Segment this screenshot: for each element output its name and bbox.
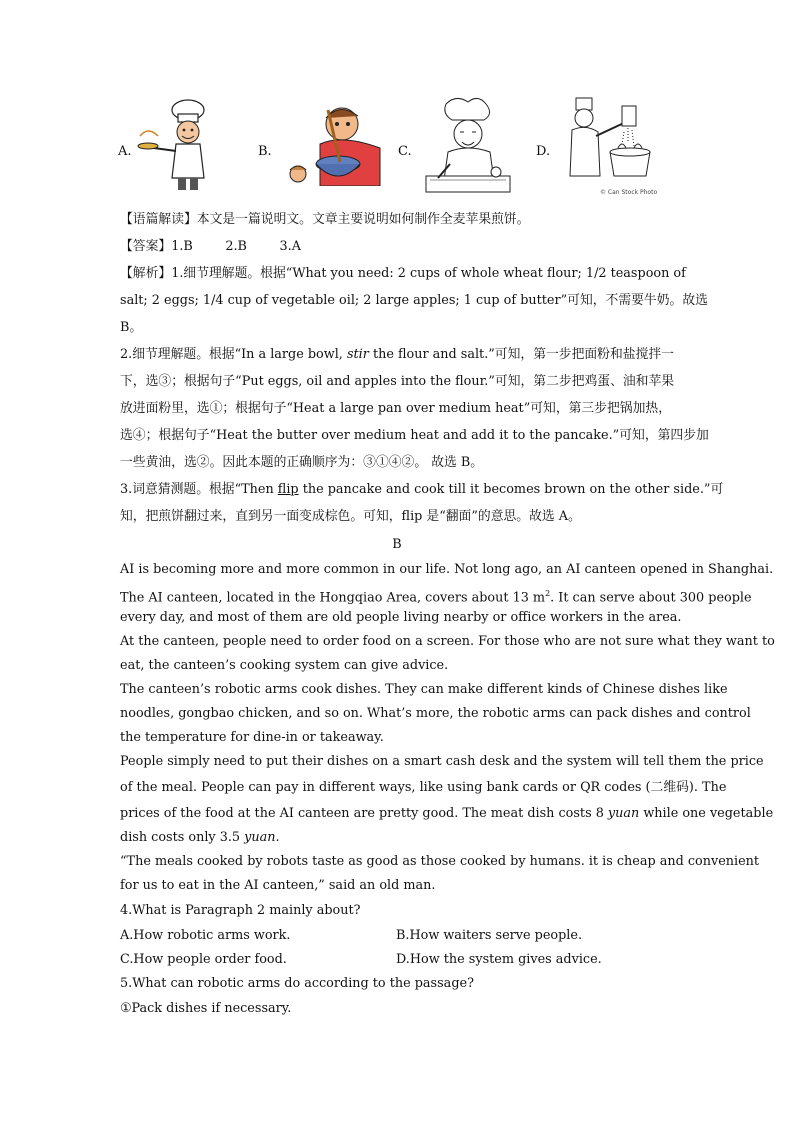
- question-4-option-b: B.How waiters serve people.: [396, 928, 583, 943]
- option-b-label: B.: [258, 144, 272, 159]
- person-stirring-bowl-icon: [280, 96, 390, 186]
- question-4-option-c: C.How people order food.: [120, 952, 287, 967]
- text-line: 下，选③；根据句子“Put eggs, oil and apples into the flour.”可知，第二步把鸡蛋、油和苹果: [120, 374, 675, 389]
- text-segment: 2.细节理解题。根据“In a large bowl,: [120, 347, 347, 362]
- passage-line: eat, the canteen’s cooking system can give advice.: [120, 658, 449, 673]
- question-4-option-d: D.How the system gives advice.: [396, 952, 602, 967]
- passage-line: “The meals cooked by robots taste as good as those cooked by humans. it is cheap and convenient: [120, 854, 760, 869]
- text-segment: the flour and salt.”可知，第一步把面粉和盐搅拌一: [368, 347, 674, 362]
- text-segment: dish costs only 3.5: [120, 830, 245, 845]
- text-line: 【语篇解读】本文是一篇说明文。文章主要说明如何制作全麦苹果煎饼。: [120, 212, 530, 227]
- passage-line: AI is becoming more and more common in our life. Not long ago, an AI canteen opened in Shanghai.: [120, 562, 774, 577]
- watermark-text: © Can Stock Photo: [600, 189, 658, 196]
- passage-line: of the meal. People can pay in different ways, like using bank cards or QR codes (二维码). The: [120, 780, 727, 795]
- text-line: [120, 346, 674, 364]
- chef-cooking-pot-icon: [556, 96, 670, 196]
- passage-line: At the canteen, people need to order food on a screen. For those who are not sure what they want to: [120, 634, 775, 649]
- passage-line: noodles, gongbao chicken, and so on. What’s more, the robotic arms can pack dishes and control: [120, 706, 751, 721]
- option-b-image: [258, 96, 388, 196]
- option-d-image: [536, 96, 676, 196]
- text-line: 【解析】1.细节理解题。根据“What you need: 2 cups of whole wheat flour; 1/2 teaspoon of: [120, 266, 686, 281]
- passage-line: The canteen’s robotic arms cook dishes. They can make different kinds of Chinese dishes like: [120, 682, 728, 697]
- passage-line: every day, and most of them are old people living nearby or office workers in the area.: [120, 610, 682, 625]
- text-line: 知，把煎饼翻过来，直到另一面变成棕色。可知，flip 是“翻面”的意思。故选 A。: [120, 509, 581, 524]
- option-d-label: D.: [536, 144, 551, 159]
- text-segment: while one vegetable: [639, 806, 774, 821]
- text-segment: . It can serve about 300 people: [550, 590, 752, 606]
- chef-flipping-pancake-icon: [136, 96, 226, 196]
- text-segment: 3.词意猜测题。根据“Then: [120, 482, 278, 497]
- text-line: [120, 481, 723, 499]
- text-underline: flip: [277, 482, 299, 497]
- passage-line: for us to eat in the AI canteen,” said an old man.: [120, 878, 436, 893]
- question-4-option-a: A.How robotic arms work.: [120, 928, 291, 943]
- text-italic: stir: [346, 347, 369, 362]
- text-segment: The AI canteen, located in the Hongqiao Area, covers about 13 m: [120, 590, 546, 606]
- option-a-image: [118, 96, 228, 196]
- illustration-options: [118, 96, 678, 196]
- passage-line: [120, 805, 773, 823]
- text-italic: yuan: [607, 806, 640, 821]
- chef-chopping-icon: [416, 96, 526, 196]
- text-line: 一些黄油，选②。因此本题的正确顺序为：③①④②。 故选 B。: [120, 455, 484, 470]
- passage-line: [120, 829, 280, 847]
- superscript: 2: [545, 589, 551, 598]
- text-line: 放进面粉里，选①；根据句子“Heat a large pan over medium heat”可知，第三步把锅加热，: [120, 401, 671, 416]
- text-line: salt; 2 eggs; 1/4 cup of vegetable oil; 2 large apples; 1 cup of butter”可知，不需要牛奶。故选: [120, 293, 708, 308]
- text-segment: .: [275, 830, 280, 845]
- option-c-label: C.: [398, 144, 412, 159]
- question-5-item-1: ①Pack dishes if necessary.: [120, 1001, 292, 1016]
- option-c-image: [398, 96, 538, 196]
- text-line: 选④；根据句子“Heat the butter over medium heat and add it to the pancake.”可知，第四步加: [120, 428, 709, 443]
- option-a-label: A.: [118, 144, 132, 159]
- passage-line: the temperature for dine-in or takeaway.: [120, 730, 384, 745]
- text-segment: prices of the food at the AI canteen are pretty good. The meat dish costs 8: [120, 806, 608, 821]
- text-segment: the pancake and cook till it becomes brown on the other side.”可: [298, 482, 724, 497]
- question-5: 5.What can robotic arms do according to the passage?: [120, 976, 474, 991]
- section-heading: B: [392, 537, 402, 552]
- question-4: 4.What is Paragraph 2 mainly about?: [120, 903, 361, 918]
- text-line: B。: [120, 320, 143, 335]
- text-italic: yuan: [244, 830, 276, 845]
- text-line: 【答案】1.B 2.B 3.A: [120, 239, 301, 254]
- passage-line: [120, 585, 752, 607]
- passage-line: People simply need to put their dishes on a smart cash desk and the system will tell them the price: [120, 754, 764, 769]
